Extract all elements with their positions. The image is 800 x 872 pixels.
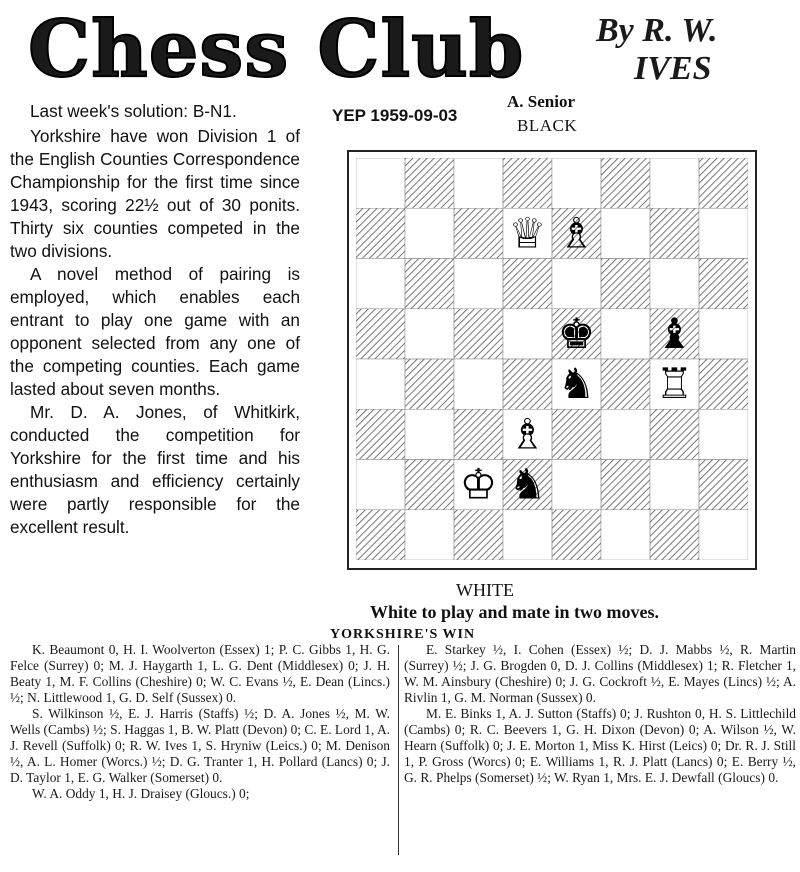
dark-square <box>601 259 650 309</box>
problem-stipulation: White to play and mate in two moves. <box>370 602 659 622</box>
light-square <box>405 208 454 258</box>
light-square <box>405 409 454 459</box>
results-right-column <box>404 642 796 786</box>
dark-square <box>503 259 552 309</box>
light-square <box>601 309 650 359</box>
light-square <box>356 359 405 409</box>
dark-square <box>405 158 454 208</box>
dark-square <box>356 510 405 560</box>
light-square <box>601 208 650 258</box>
light-square <box>552 460 601 510</box>
dark-square <box>699 359 748 409</box>
dark-square <box>601 460 650 510</box>
white-bishop-icon: ♗ <box>557 208 596 258</box>
results-paragraph: K. Beaumont 0, H. I. Woolverton (Essex) 1; P. C. Gibbs 1, H. G. Felce (Surrey) 0; M. J. Haygarth 1, L. G. Dent (Middlesex) 0; J. H. Beaty 1, M. F. Collins (Cheshire) 0; W. C. Evans ½, E. Dean (Lincs.) ½; N. Littlewood 1, G. D. Self (Sussex) 0. <box>10 642 390 705</box>
dark-square <box>601 158 650 208</box>
source-label: YEP 1959-09-03 <box>332 106 458 125</box>
light-square <box>699 309 748 359</box>
dark-square <box>552 510 601 560</box>
column-divider <box>398 645 399 855</box>
dark-square <box>601 359 650 409</box>
article-paragraph: Mr. D. A. Jones, of Whitkirk, conducted the competition for Yorkshire for the first time and his enthusiasm and efficiency certainly were partly responsible for the excellent result. <box>10 402 300 537</box>
dark-square <box>650 208 699 258</box>
light-square <box>503 309 552 359</box>
black-bishop-icon: ♝ <box>655 308 694 358</box>
light-square <box>454 359 503 409</box>
dark-square <box>650 510 699 560</box>
light-square <box>601 510 650 560</box>
light-square <box>552 158 601 208</box>
dark-square <box>454 309 503 359</box>
light-square <box>405 309 454 359</box>
results-paragraph: E. Starkey ½, I. Cohen (Essex) ½; D. J. Mabbs ½, R. Martin (Surrey) ½; J. G. Brogden 0, D. J. Collins (Middlesex) 1; R. Fletcher 1, W. M. Ainsbury (Cheshire) 0; J. G. Cockroft ½, E. Mayes (Lincs) ½; A. Rivlin 1, G. M. Norman (Sussex) 0. <box>404 642 796 705</box>
problem-composer: A. Senior <box>507 92 575 111</box>
article-paragraph: A novel method of pairing is employed, which enables each entrant to play one game with an opponent selected from any one of the competing counties. Each game lasted about seven months. <box>10 264 300 399</box>
results-left-column <box>10 642 390 802</box>
white-king-icon: ♔ <box>459 459 498 509</box>
light-square <box>356 158 405 208</box>
dark-square <box>503 158 552 208</box>
light-square <box>552 259 601 309</box>
results-paragraph: S. Wilkinson ½, E. J. Harris (Staffs) ½; D. A. Jones ½, M. W. Wells (Cambs) ½; S. Haggas 1, B. W. Platt (Devon) 0; C. E. Lord 1, A. J. Revell (Suffolk) 0; R. W. Ives 1, S. Hryniw (Leics.) 0; M. Denison ½, A. L. Homer (Worcs.) ½; D. G. Tranter 1, H. Pollard (Lancs) 0; J. D. Taylor 1, E. G. Walker (Somerset) 0. <box>10 706 390 785</box>
light-square <box>650 259 699 309</box>
dark-square <box>405 460 454 510</box>
dark-square <box>356 208 405 258</box>
dark-square <box>356 309 405 359</box>
light-square <box>454 158 503 208</box>
dark-square <box>699 460 748 510</box>
light-square <box>405 510 454 560</box>
light-square <box>699 510 748 560</box>
black-king-icon: ♚ <box>557 308 596 358</box>
chess-board <box>356 158 748 560</box>
dark-square <box>454 409 503 459</box>
results-paragraph: W. A. Oddy 1, H. J. Draisey (Gloucs.) 0; <box>32 786 250 801</box>
dark-square <box>650 409 699 459</box>
light-square <box>601 409 650 459</box>
light-square <box>699 208 748 258</box>
light-square <box>503 510 552 560</box>
dark-square <box>454 510 503 560</box>
light-square <box>650 158 699 208</box>
black-knight-icon: ♞ <box>508 459 547 509</box>
results-paragraph: M. E. Binks 1, A. J. Sutton (Staffs) 0; J. Rushton 0, H. S. Littlechild (Cambs) 0; R. C. Beevers 1, G. H. Dixon (Devon) 0; A. Wilson ½, W. Hearn (Suffolk) 0; J. E. Morton 1, Miss K. Hirst (Leics) 0; Dr. R. J. Still 1, P. Gross (Worcs) 0; E. Williams 1, R. J. Platt (Lancs) 0; E. Berry ½, G. R. Phelps (Somerset) ½; W. Ryan 1, Mrs. E. J. Dewfall (Gloucs) 0. <box>404 706 796 785</box>
dark-square <box>699 158 748 208</box>
light-square <box>699 409 748 459</box>
results-heading: YORKSHIRE'S WIN <box>330 627 476 642</box>
light-square <box>356 259 405 309</box>
dark-square <box>405 259 454 309</box>
light-square <box>356 460 405 510</box>
byline-surname: IVES <box>634 50 712 87</box>
last-week-solution: Last week's solution: B-N1. <box>30 101 237 121</box>
dark-square <box>454 208 503 258</box>
white-rook-icon: ♖ <box>655 359 694 409</box>
dark-square <box>552 409 601 459</box>
dark-square <box>503 359 552 409</box>
black-knight-icon: ♞ <box>557 359 596 409</box>
white-bishop-icon: ♗ <box>508 409 547 459</box>
light-square <box>454 259 503 309</box>
black-side-label: BLACK <box>517 116 578 135</box>
light-square <box>650 460 699 510</box>
byline-name: By R. W. <box>596 12 718 49</box>
masthead-title: Chess Club <box>28 4 525 95</box>
white-side-label: WHITE <box>456 580 514 600</box>
article-paragraph: Yorkshire have won Division 1 of the English Counties Correspondence Championship for the first time since 1943, scoring 22½ out of 30 ponits. Thirty six counties competed in the two divisions. <box>10 126 300 261</box>
dark-square <box>405 359 454 409</box>
dark-square <box>356 409 405 459</box>
article-column <box>10 100 300 539</box>
white-queen-icon: ♕ <box>508 208 547 258</box>
dark-square <box>699 259 748 309</box>
